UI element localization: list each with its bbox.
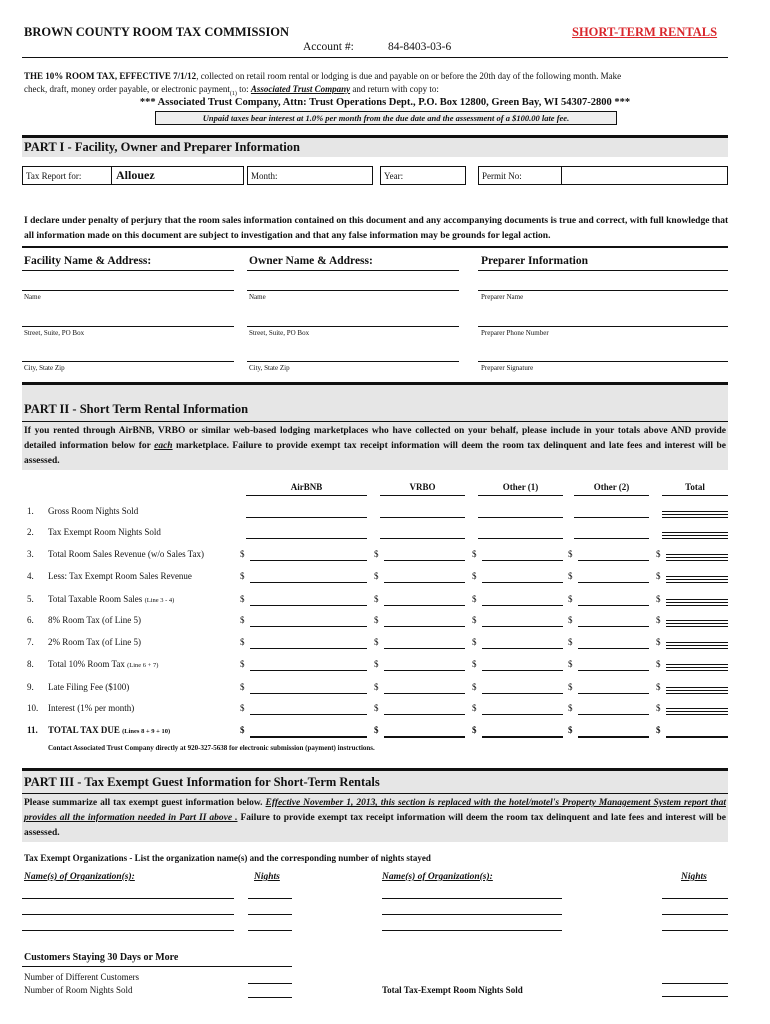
row-11-col-1-input[interactable] <box>384 736 465 738</box>
part2-title: PART II - Short Term Rental Information <box>24 402 249 416</box>
org-name-right-input[interactable] <box>382 898 562 899</box>
dollar-sign: $ <box>472 637 477 647</box>
preparer-signature-input[interactable] <box>478 361 728 362</box>
row-number: 1. <box>27 506 34 516</box>
row-number: 3. <box>27 549 34 559</box>
dollar-sign: $ <box>568 571 573 581</box>
row-label: Interest (1% per month) <box>48 703 135 713</box>
row-5-col-4-input[interactable] <box>666 599 728 608</box>
org-nights-left-input[interactable] <box>248 914 292 915</box>
row-10-col-3-input[interactable] <box>578 714 649 715</box>
row-4-col-4-input[interactable] <box>666 576 728 585</box>
row-4-col-2-input[interactable] <box>482 582 563 583</box>
row-4-col-1-input[interactable] <box>384 582 465 583</box>
row-label: 8% Room Tax (of Line 5) <box>48 615 141 625</box>
dollar-sign: $ <box>240 549 245 559</box>
preparer-name-label: Preparer Name <box>481 293 524 301</box>
row-9-col-3-input[interactable] <box>578 693 649 694</box>
contact-note: Contact Associated Trust Company directly at 920-327-5638 for electronic submission (payment) instructions. <box>48 744 375 752</box>
row-label: Less: Tax Exempt Room Sales Revenue <box>48 571 192 581</box>
dollar-sign: $ <box>472 659 477 669</box>
owner-city-input[interactable] <box>247 361 459 362</box>
preparer-phone-input[interactable] <box>478 326 728 327</box>
row-label: Gross Room Nights Sold <box>48 506 139 516</box>
row-1-col-1-input[interactable] <box>380 517 465 518</box>
org-nights-right-input[interactable] <box>662 914 728 915</box>
row-3-col-0-input[interactable] <box>250 560 367 561</box>
preparer-signature-label: Preparer Signature <box>481 364 534 372</box>
part1-title: PART I - Facility, Owner and Preparer Information <box>24 140 300 154</box>
owner-city-label: City, State Zip <box>249 364 290 372</box>
column-header-2: Other (1) <box>502 482 539 492</box>
dollar-sign: $ <box>374 637 379 647</box>
row-8-col-2-input[interactable] <box>482 670 563 671</box>
dollar-sign: $ <box>472 615 477 625</box>
row-11-col-0-input[interactable] <box>250 736 367 738</box>
row-label: Total 10% Room Tax (Line 6 + 7) <box>48 659 159 669</box>
org-nights-left-input[interactable] <box>248 930 292 931</box>
year-label: Year: <box>384 171 404 181</box>
dollar-sign: $ <box>374 615 379 625</box>
row-8-col-0-input[interactable] <box>250 670 367 671</box>
dollar-sign: $ <box>374 571 379 581</box>
row-label: 2% Room Tax (of Line 5) <box>48 637 141 647</box>
org-nights-right-input[interactable] <box>662 930 728 931</box>
row-9-col-4-input[interactable] <box>666 687 728 696</box>
dollar-sign: $ <box>656 725 661 735</box>
declaration-text: I declare under penalty of perjury that the room sales information contained on this document and any accompanying documents is true and correct, with full knowledge that all information made on this document are subject to investigation and that any false information may be grounds for legal action. <box>24 216 729 241</box>
row-5-col-1-input[interactable] <box>384 605 465 606</box>
dollar-sign: $ <box>568 549 573 559</box>
dollar-sign: $ <box>656 549 661 559</box>
dollar-sign: $ <box>568 703 573 713</box>
row-label: Late Filing Fee ($100) <box>48 682 130 692</box>
row-10-col-2-input[interactable] <box>482 714 563 715</box>
account-label: Account #: <box>303 41 354 53</box>
intro-line-2: check, draft, money order payable, or electronic payment$_{(1)}$ to: Associated Trust Company and return with copy to: <box>24 84 439 97</box>
intro-line-1: THE 10% ROOM TAX, EFFECTIVE 7/1/12, collected on retail room rental or lodging is due and payable on or before the 20th day of the following month. Make <box>24 71 622 81</box>
row-label: Tax Exempt Room Nights Sold <box>48 527 161 537</box>
row-label: TOTAL TAX DUE (Lines 8 + 9 + 10) <box>48 725 171 735</box>
dollar-sign: $ <box>656 594 661 604</box>
org-name-left-input[interactable] <box>22 930 234 931</box>
row-7-col-0-input[interactable] <box>250 648 367 649</box>
column-header-4: Total <box>685 482 705 492</box>
preparer-phone-label: Preparer Phone Number <box>481 329 549 337</box>
row-label: Total Taxable Room Sales (Line 3 - 4) <box>48 594 175 604</box>
row-7-col-2-input[interactable] <box>482 648 563 649</box>
part3-intro: Please summarize all tax exempt guest information below. Effective November 1, 2013, this section is replaced with the hotel/motel's Property Management System report that provides all the information needed in Part II above . Failure to provide exempt tax receipt information will deem the room tax delinquent and late fees and interest will be assessed. <box>24 798 727 838</box>
tax-report-field[interactable] <box>22 166 244 185</box>
row-number: 5. <box>27 594 34 604</box>
org-name-left-input[interactable] <box>22 898 234 899</box>
row-3-col-3-input[interactable] <box>578 560 649 561</box>
owner-street-input[interactable] <box>247 326 459 327</box>
row-number: 10. <box>27 703 39 713</box>
dollar-sign: $ <box>374 659 379 669</box>
dollar-sign: $ <box>656 571 661 581</box>
dollar-sign: $ <box>240 615 245 625</box>
org-nights-left-input[interactable] <box>248 898 292 899</box>
org-name-right-input[interactable] <box>382 930 562 931</box>
header-rule <box>22 57 728 58</box>
preparer-name-input[interactable] <box>478 290 728 291</box>
dollar-sign: $ <box>568 637 573 647</box>
permit-label: Permit No: <box>482 171 522 181</box>
row-number: 6. <box>27 615 34 625</box>
row-label: Total Room Sales Revenue (w/o Sales Tax) <box>48 549 205 559</box>
dollar-sign: $ <box>240 594 245 604</box>
row-number: 7. <box>27 637 34 647</box>
row-number: 2. <box>27 527 34 537</box>
org-name-left-input[interactable] <box>22 914 234 915</box>
tax-report-label: Tax Report for: <box>26 171 82 181</box>
facility-street-input[interactable] <box>22 326 234 327</box>
owner-street-label: Street, Suite, PO Box <box>249 329 310 337</box>
row-5-col-2-input[interactable] <box>482 605 563 606</box>
org-nights-right-input[interactable] <box>662 898 728 899</box>
row-2-col-1-input[interactable] <box>380 538 465 539</box>
row-number: 8. <box>27 659 34 669</box>
row-9-col-0-input[interactable] <box>250 693 367 694</box>
dollar-sign: $ <box>472 571 477 581</box>
dollar-sign: $ <box>568 659 573 669</box>
row-11-col-2-input[interactable] <box>482 736 563 738</box>
dollar-sign: $ <box>240 637 245 647</box>
tax-report-value: Allouez <box>116 168 155 182</box>
row-6-col-1-input[interactable] <box>384 626 465 627</box>
org-name-right-input[interactable] <box>382 914 562 915</box>
total-exempt-label: Total Tax-Exempt Room Nights Sold <box>382 985 523 995</box>
row-8-col-4-input[interactable] <box>666 664 728 673</box>
orgs-col-label-left: Name(s) of Organization(s): <box>24 872 135 882</box>
dollar-sign: $ <box>240 725 245 735</box>
orgs-title: Tax Exempt Organizations - List the organization name(s) and the corresponding number of nights stayed <box>24 853 431 863</box>
row-2-col-0-input[interactable] <box>246 538 367 539</box>
customers-title: Customers Staying 30 Days or More <box>24 952 179 963</box>
dollar-sign: $ <box>374 594 379 604</box>
dollar-sign: $ <box>240 571 245 581</box>
owner-name-label: Name <box>249 293 266 301</box>
row-6-col-0-input[interactable] <box>250 626 367 627</box>
row-7-col-1-input[interactable] <box>384 648 465 649</box>
dollar-sign: $ <box>240 682 245 692</box>
dollar-sign: $ <box>374 682 379 692</box>
column-header-3: Other (2) <box>593 482 630 492</box>
dollar-sign: $ <box>472 549 477 559</box>
part2-intro: If you rented through AirBNB, VRBO or similar web-based lodging marketplaces who have collected on your behalf, please include in your totals above AND provide detailed information below for each marketplace. Failure to provide exempt tax receipt information will deem the room tax delinquent and late fees and interest will be assessed. <box>24 426 726 466</box>
part3-title: PART III - Tax Exempt Guest Information for Short-Term Rentals <box>24 775 380 789</box>
row-2-col-3-input[interactable] <box>574 538 649 539</box>
row-10-col-1-input[interactable] <box>384 714 465 715</box>
year-field[interactable] <box>380 166 466 185</box>
num-customers-label: Number of Different Customers <box>24 972 140 982</box>
dollar-sign: $ <box>568 682 573 692</box>
row-4-col-0-input[interactable] <box>250 582 367 583</box>
dollar-sign: $ <box>656 615 661 625</box>
row-number: 4. <box>27 571 34 581</box>
interest-note: Unpaid taxes bear interest at 1.0% per month from the due date and the assessment of a $100.00 late fee. <box>155 111 617 125</box>
row-1-col-0-input[interactable] <box>246 517 367 518</box>
facility-city-input[interactable] <box>22 361 234 362</box>
row-5-col-3-input[interactable] <box>578 605 649 606</box>
total-exempt-input[interactable] <box>662 983 728 984</box>
row-10-col-0-input[interactable] <box>250 714 367 715</box>
remit-address: *** Associated Trust Company, Attn: Trust Operations Dept., P.O. Box 12800, Green Bay, WI 54307-2800 *** <box>139 97 631 108</box>
commission-title: BROWN COUNTY ROOM TAX COMMISSION <box>24 25 290 39</box>
column-header-1: VRBO <box>409 482 436 492</box>
orgs-col-label-right: Name(s) of Organization(s): <box>382 872 493 882</box>
row-2-col-4-input[interactable] <box>662 532 728 541</box>
row-3-col-4-input[interactable] <box>666 554 728 563</box>
facility-heading: Facility Name & Address: <box>24 255 152 267</box>
dollar-sign: $ <box>472 703 477 713</box>
part3-header <box>22 768 728 842</box>
row-4-col-3-input[interactable] <box>578 582 649 583</box>
dollar-sign: $ <box>472 682 477 692</box>
row-7-col-3-input[interactable] <box>578 648 649 649</box>
dollar-sign: $ <box>568 725 573 735</box>
dollar-sign: $ <box>374 725 379 735</box>
dollar-sign: $ <box>374 549 379 559</box>
row-5-col-0-input[interactable] <box>250 605 367 606</box>
dollar-sign: $ <box>568 615 573 625</box>
facility-name-input[interactable] <box>22 290 234 291</box>
row-6-col-2-input[interactable] <box>482 626 563 627</box>
owner-heading: Owner Name & Address: <box>249 255 373 267</box>
owner-name-input[interactable] <box>247 290 459 291</box>
row-7-col-4-input[interactable] <box>666 642 728 651</box>
row-number: 11. <box>27 725 38 735</box>
facility-street-label: Street, Suite, PO Box <box>24 329 85 337</box>
num-customers-input[interactable] <box>248 983 292 984</box>
row-9-col-2-input[interactable] <box>482 693 563 694</box>
row-10-col-4-input[interactable] <box>666 708 728 717</box>
dollar-sign: $ <box>374 703 379 713</box>
row-2-col-2-input[interactable] <box>478 538 563 539</box>
month-label: Month: <box>251 171 278 181</box>
dollar-sign: $ <box>472 725 477 735</box>
column-header-0: AirBNB <box>290 482 323 492</box>
row-6-col-3-input[interactable] <box>578 626 649 627</box>
row-11-col-3-input[interactable] <box>578 736 649 738</box>
dollar-sign: $ <box>240 703 245 713</box>
nights-label-left: Nights <box>254 872 280 882</box>
preparer-heading: Preparer Information <box>481 255 588 267</box>
dollar-sign: $ <box>656 682 661 692</box>
row-6-col-4-input[interactable] <box>666 620 728 629</box>
facility-name-label: Name <box>24 293 41 301</box>
row-number: 9. <box>27 682 34 692</box>
row-8-col-3-input[interactable] <box>578 670 649 671</box>
dollar-sign: $ <box>472 594 477 604</box>
row-1-col-3-input[interactable] <box>574 517 649 518</box>
row-3-col-1-input[interactable] <box>384 560 465 561</box>
account-number: 84-8403-03-6 <box>388 41 452 53</box>
num-nights-label: Number of Room Nights Sold <box>24 985 133 995</box>
num-room-nights-input[interactable] <box>248 997 292 998</box>
declaration-rule <box>22 246 728 248</box>
dollar-sign: $ <box>656 703 661 713</box>
row-1-col-2-input[interactable] <box>478 517 563 518</box>
part1-header <box>22 135 728 157</box>
dollar-sign: $ <box>240 659 245 669</box>
month-field[interactable] <box>247 166 373 185</box>
row-3-col-2-input[interactable] <box>482 560 563 561</box>
dollar-sign: $ <box>568 594 573 604</box>
nights-label-right: Nights <box>681 872 707 882</box>
facility-city-label: City, State Zip <box>24 364 65 372</box>
row-11-col-4-input[interactable] <box>666 736 728 738</box>
row-8-col-1-input[interactable] <box>384 670 465 671</box>
dollar-sign: $ <box>656 659 661 669</box>
dollar-sign: $ <box>656 637 661 647</box>
part2-header <box>22 382 728 470</box>
form-type-label: SHORT-TERM RENTALS <box>572 25 718 39</box>
row-1-col-4-input[interactable] <box>662 511 728 520</box>
permit-field[interactable] <box>478 166 728 185</box>
row-9-col-1-input[interactable] <box>384 693 465 694</box>
